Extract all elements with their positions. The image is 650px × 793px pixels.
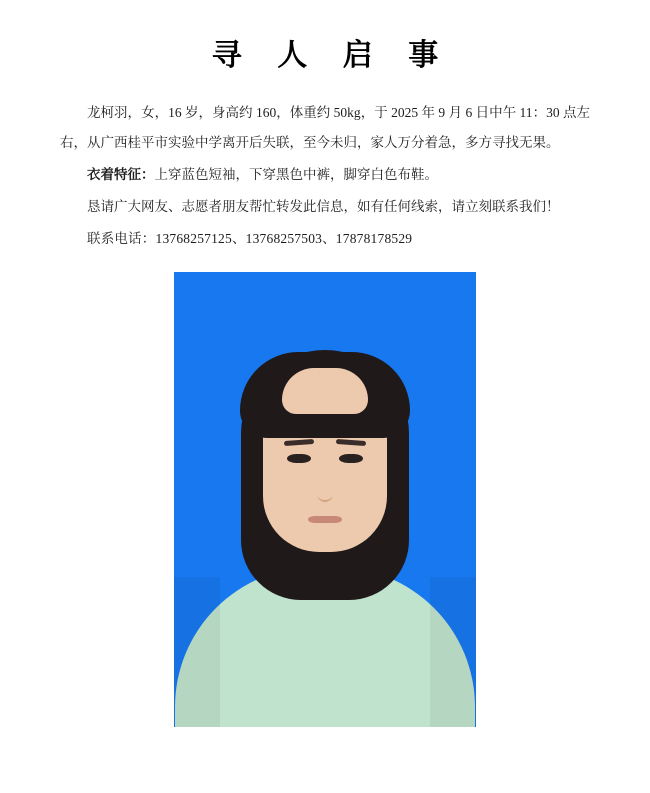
page-title: 寻 人 启 事 (211, 39, 453, 72)
eye-left (287, 454, 311, 463)
notice-body (60, 98, 590, 254)
description-paragraph: 龙柯羽，女，16 岁，身高约 160，体重约 50kg，于 2025 年 9 月 6 日中午 11：30 点左右，从广西桂平市实验中学离开后失联，至今未归，家人万分着急，多方寻找无果。 (60, 105, 590, 150)
portrait-photo (174, 272, 476, 727)
appeal-paragraph: 恳请广大网友、志愿者朋友帮忙转发此信息，如有任何线索，请立刻联系我们！ (87, 199, 560, 214)
eye-right (339, 454, 363, 463)
photo-shadow-right (430, 577, 476, 727)
clothing-paragraph (60, 160, 590, 190)
contact-label: 联系电话： (87, 231, 156, 246)
contact-numbers: 13768257125、13768257503、17878178529 (155, 231, 413, 246)
photo-shadow-left (174, 577, 220, 727)
forehead-shape (282, 368, 368, 414)
contact-line (60, 224, 590, 254)
clothing-label: 衣着特征： (87, 167, 155, 182)
nose-shape (317, 478, 333, 502)
clothing-text: 上穿蓝色短袖，下穿黑色中裤，脚穿白色布鞋。 (154, 167, 438, 182)
mouth-shape (308, 516, 342, 523)
photo-container (0, 272, 650, 727)
